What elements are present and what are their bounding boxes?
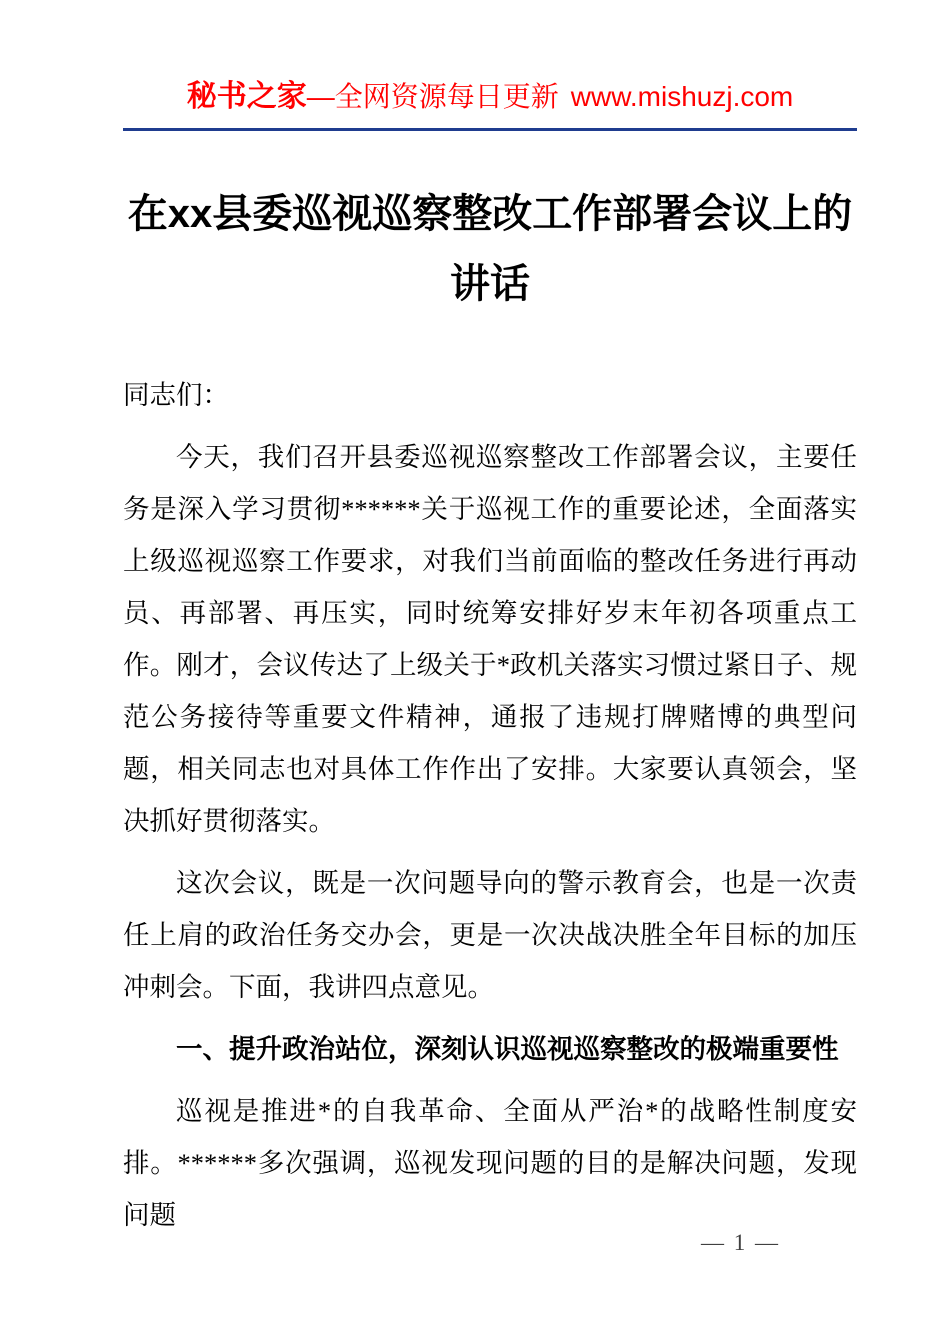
paragraph-3: 巡视是推进*的自我革命、全面从严治*的战略性制度安排。******多次强调，巡视发现问题的目的是解决问题，发现问题 bbox=[123, 1095, 857, 1230]
section-heading-1: 一、提升政治站位，深刻认识巡视巡察整改的极端重要性 bbox=[176, 1033, 839, 1064]
header-divider bbox=[123, 128, 857, 131]
site-tagline: —全网资源每日更新 bbox=[306, 81, 559, 112]
page-number: — 1 — bbox=[701, 1230, 780, 1255]
paragraph-2: 这次会议，既是一次问题导向的警示教育会，也是一次责任上肩的政治任务交办会，更是一次决战决胜全年目标的加压冲刺会。下面，我讲四点意见。 bbox=[123, 867, 857, 1002]
site-url: www.mishuzj.com bbox=[570, 81, 794, 112]
site-header bbox=[123, 0, 857, 116]
site-name: 秘书之家 bbox=[186, 80, 307, 113]
document-title: 在xx县委巡视巡察整改工作部署会议上的讲话 bbox=[127, 191, 853, 306]
paragraph-1: 今天，我们召开县委巡视巡察整改工作部署会议，主要任务是深入学习贯彻******关于巡视工作的重要论述，全面落实上级巡视巡察工作要求，对我们当前面临的整改任务进行再动员、再部署、再压实，同时统筹安排好岁末年初各项重点工作。刚才，会议传达了上级关于*政机关落实习惯过紧日子、规范公务接待等重要文件精神，通报了违规打牌赌博的典型问题，相关同志也对具体工作作出了安排。大家要认真领会，坚决抓好贯彻落实。 bbox=[123, 441, 857, 836]
salutation: 同志们： bbox=[123, 379, 229, 410]
document-body bbox=[123, 369, 857, 1241]
